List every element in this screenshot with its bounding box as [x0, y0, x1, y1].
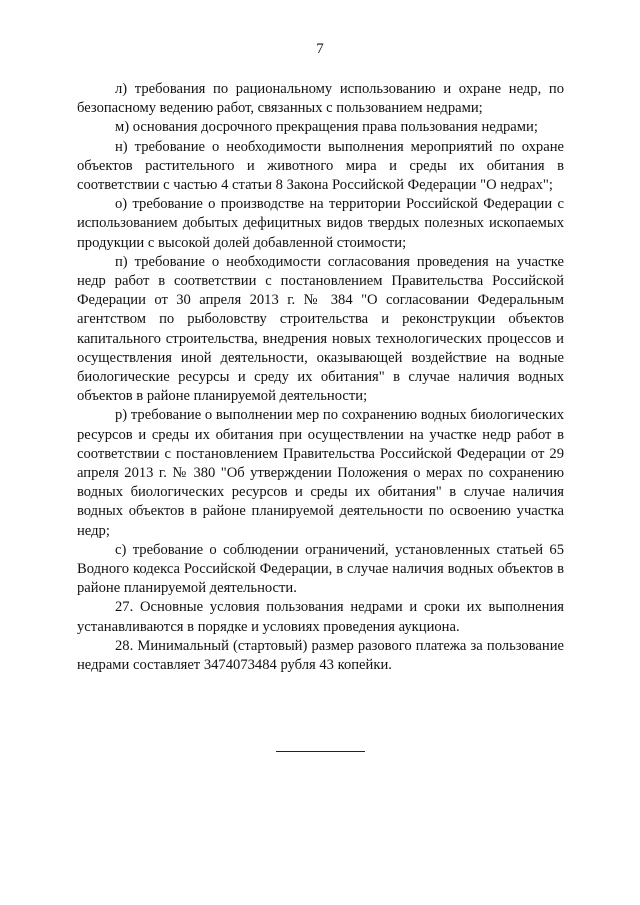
closing-rule — [276, 751, 365, 752]
paragraph-item-s: с) требование о соблюдении ограничений, установленных статьей 65 Водного кодекса Российской Федерации, в случае наличия водных объектов в районе планируемой деятельности. — [77, 541, 564, 597]
paragraph-item-p: п) требование о необходимости согласования проведения на участке недр работ в соответствии с постановлением Правительства Российской Федерации от 30 апреля 2013 г. № 384 "О согласовании Федеральным агентством по рыболовству строительства и реконструкции объектов капитального строительства, внедрения новых технологических процессов и осуществления иной деятельности, оказывающей воздействие на водные биологические ресурсы и среду их обитания" в случае наличия водных объектов в районе планируемой деятельности; — [77, 253, 564, 405]
paragraph-item-m: м) основания досрочного прекращения права пользования недрами; — [115, 119, 538, 136]
paragraph-item-o: о) требование о производстве на территории Российской Федерации с использованием добытых дефицитных видов твердых полезных ископаемых продукции с высокой долей добавленной стоимости; — [77, 196, 564, 251]
paragraph-28: 28. Минимальный (стартовый) размер разового платежа за пользование недрами составляет 3474073484 рубля 43 копейки. — [77, 637, 564, 674]
document-body — [77, 80, 564, 675]
paragraph-27: 27. Основные условия пользования недрами и сроки их выполнения устанавливаются в порядке и условиях проведения аукциона. — [77, 599, 564, 635]
paragraph-item-l: л) требования по рациональному использованию и охране недр, по безопасному ведению работ, связанных с пользованием недрами; — [77, 81, 564, 117]
paragraph-item-n: н) требование о необходимости выполнения мероприятий по охране объектов растительного и животного мира и среды их обитания в соответствии с частью 4 статьи 8 Закона Российской Федерации "О недрах"; — [77, 138, 564, 194]
paragraph-item-r: р) требование о выполнении мер по сохранению водных биологических ресурсов и среды их обитания при осуществлении на участке недр работ в соответствии с постановлением Правительства Российской Федерации от 29 апреля 2013 г. № 380 "Об утверждении Положения о мерах по сохранению водных биологических ресурсов и среды их обитания" в случае наличия водных объектов в районе планируемой деятельности по освоению участка недр; — [77, 407, 564, 539]
page-number: 7 — [316, 41, 324, 57]
